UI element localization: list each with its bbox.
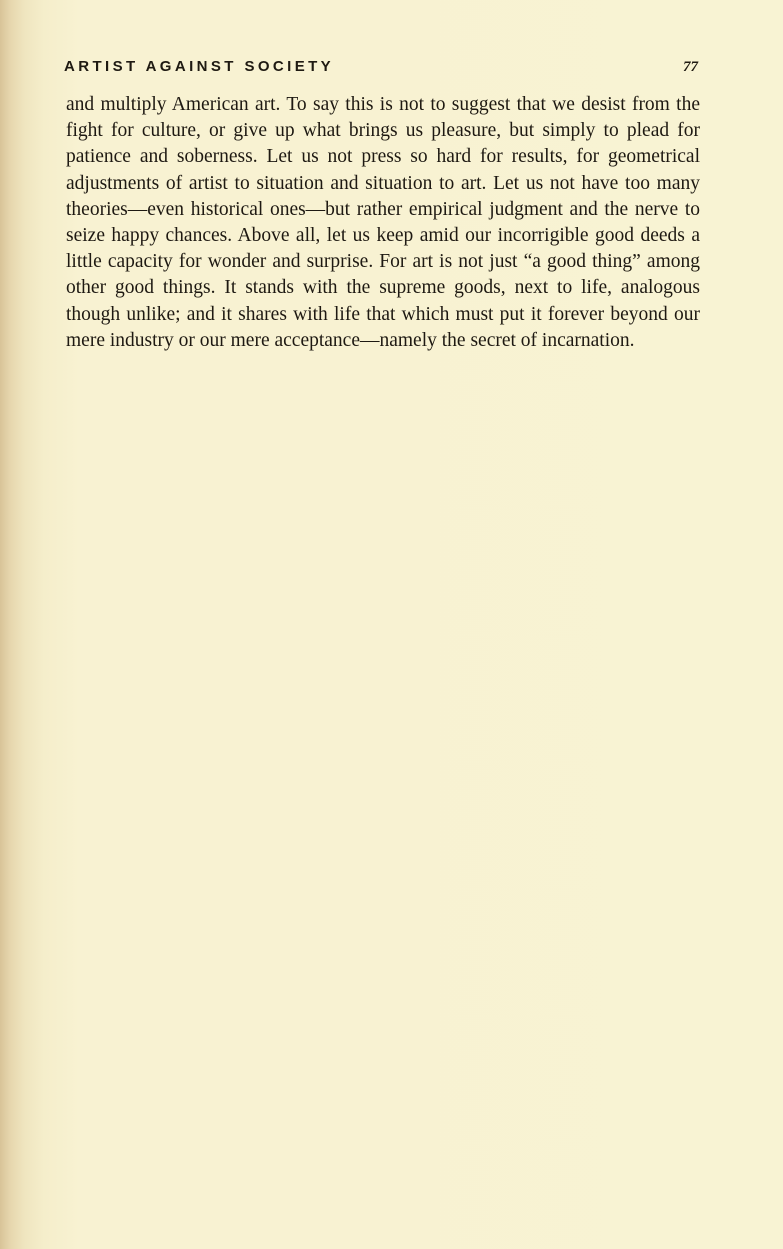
running-head-title: ARTIST AGAINST SOCIETY <box>64 58 335 75</box>
running-head <box>64 56 700 78</box>
page-number: 77 <box>683 59 698 75</box>
body-paragraph: and multiply American art. To say this is not to suggest that we desist from the fight for culture, or give up what brings us pleasure, but simply to plead for patience and soberness. Let us not press so hard for results, for geometrical adjustments of artist to situation and situation to art. Let us not have too many theories—even historical ones—but rather empirical judgment and the nerve to seize happy chances. Above all, let us keep amid our incorrigible good deeds a little capacity for wonder and surprise. For art is not just “a good thing” among other good things. It stands with the supreme goods, next to life, analogous though unlike; and it shares with life that which must put it forever beyond our mere industry or our mere acceptance—namely the secret of incarnation. <box>66 94 700 351</box>
